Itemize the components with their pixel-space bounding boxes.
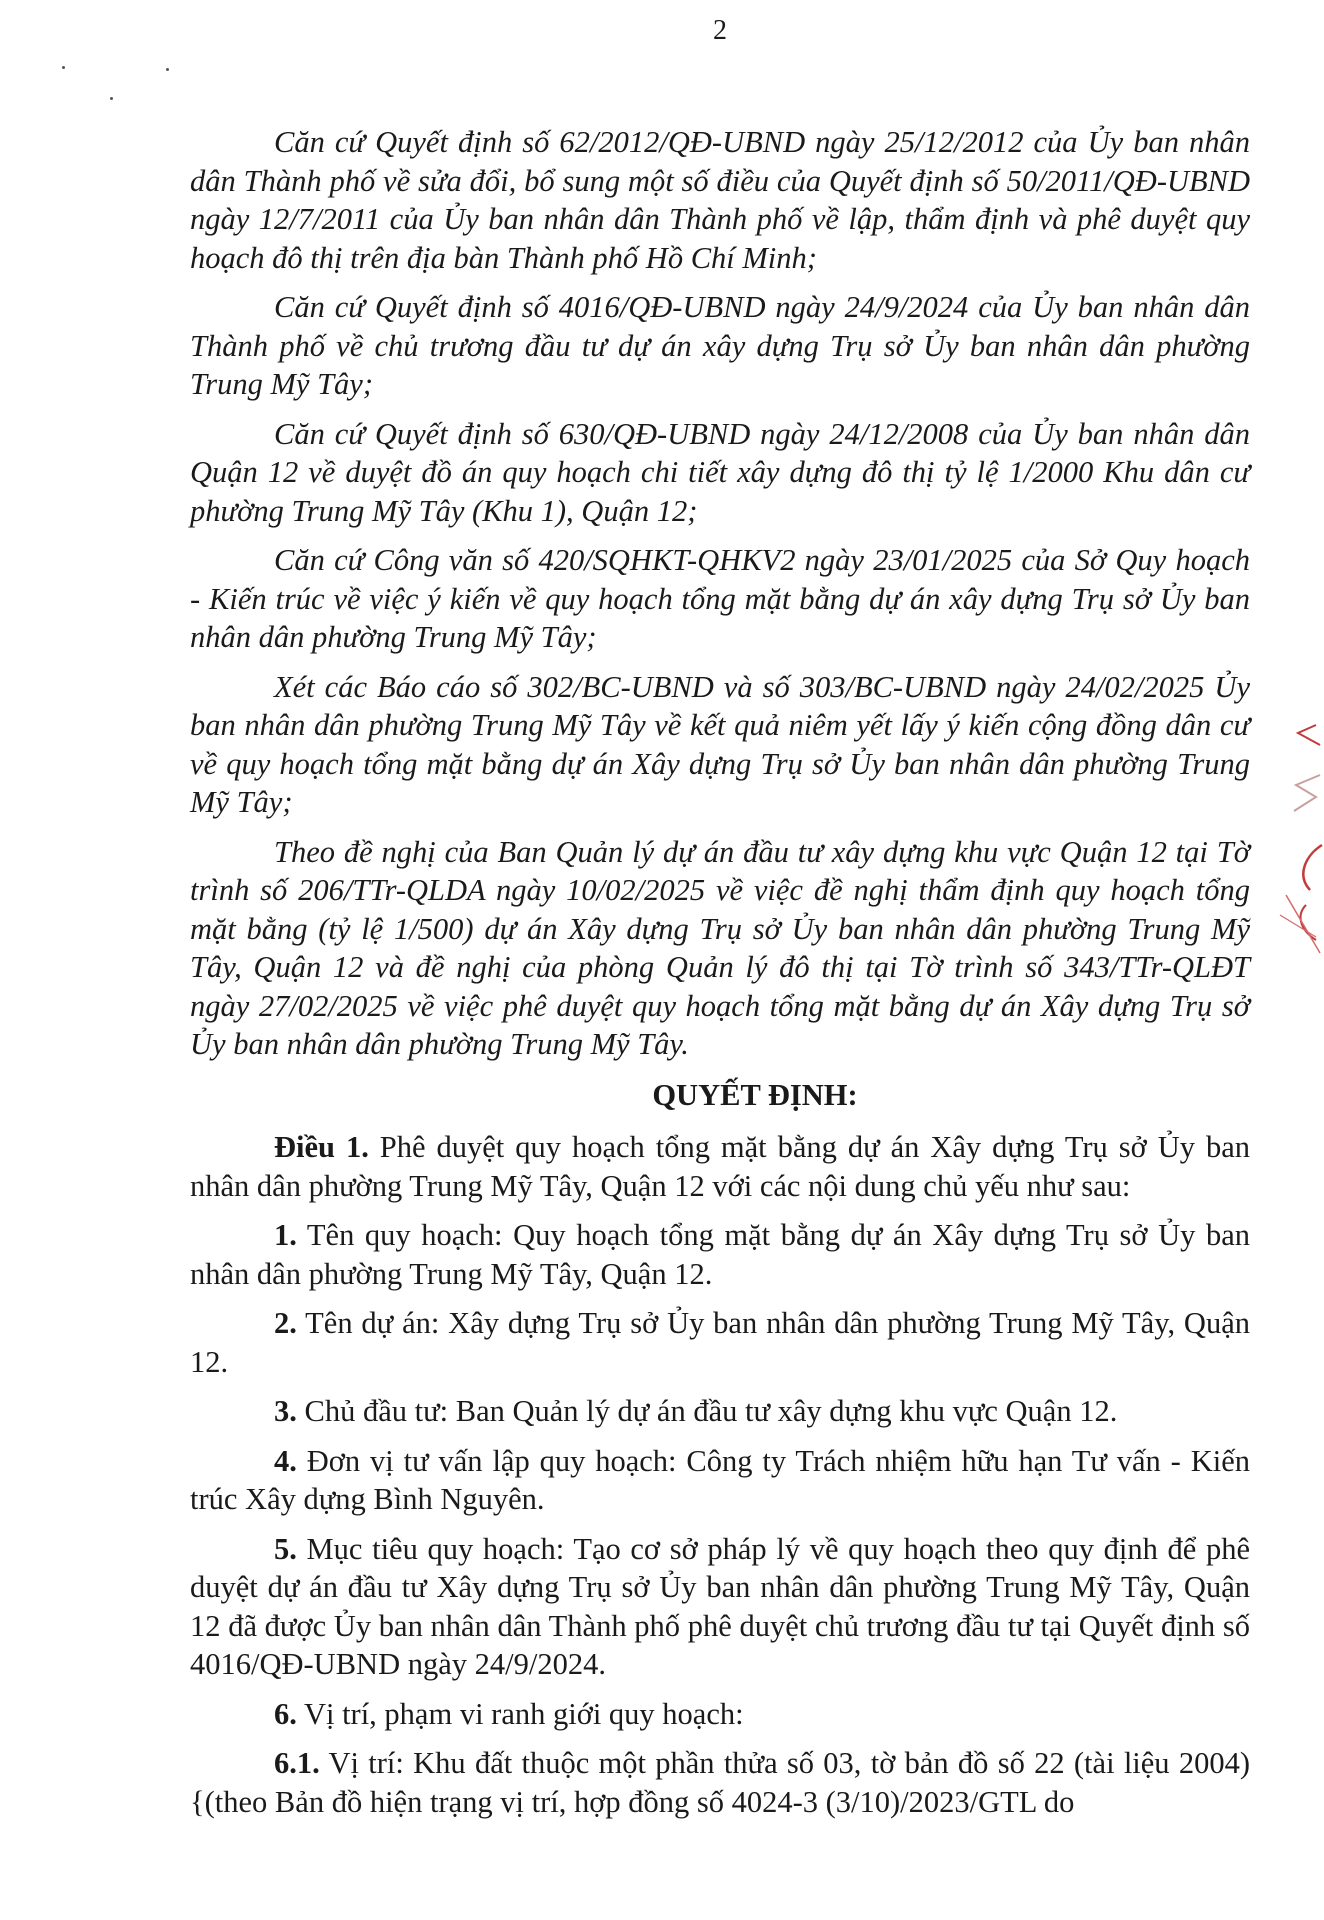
article-paragraph (190, 1304, 1250, 1381)
preamble-paragraph: Căn cứ Quyết định số 4016/QĐ-UBND ngày 24/9/2024 của Ủy ban nhân dân Thành phố về chủ trương đầu tư dự án xây dựng Trụ sở Ủy ban nhân dân phường Trung Mỹ Tây; (190, 290, 1250, 401)
article-label: Điều 1. (274, 1130, 369, 1164)
preamble-paragraph: Căn cứ Quyết định số 630/QĐ-UBND ngày 24/12/2008 của Ủy ban nhân dân Quận 12 về duyệt đồ án quy hoạch chi tiết xây dựng đô thị tỷ lệ 1/2000 Khu dân cư phường Trung Mỹ Tây (Khu 1), Quận 12; (190, 416, 1250, 528)
article-label: 1. (274, 1218, 297, 1252)
article-paragraph (190, 1442, 1250, 1519)
article-text: Chủ đầu tư: Ban Quản lý dự án đầu tư xây dựng khu vực Quận 12. (296, 1394, 1118, 1428)
page-number: 2 (713, 15, 727, 46)
scan-speck (62, 66, 65, 69)
article-label: 5. (274, 1531, 297, 1566)
scan-speck (166, 68, 169, 71)
article-text: Phê duyệt quy hoạch tổng mặt bằng dự án Xây dựng Trụ sở Ủy ban nhân dân phường Trung Mỹ Tây, Quận 12 với các nội dung chủ yếu như sau: (190, 1130, 1250, 1203)
article-paragraph (190, 1530, 1250, 1684)
article-text: Tên dự án: Xây dựng Trụ sở Ủy ban nhân dân phường Trung Mỹ Tây, Quận 12. (190, 1306, 1250, 1379)
document-body (190, 123, 1250, 1832)
article-paragraph (190, 1744, 1250, 1821)
article-label: 6.1. (274, 1746, 320, 1780)
article-text: Mục tiêu quy hoạch: Tạo cơ sở pháp lý về quy hoạch theo quy định để phê duyệt dự án đầu tư Xây dựng Trụ sở Ủy ban nhân dân phường Trung Mỹ Tây, Quận 12 đã được Ủy ban nhân dân Thành phố phê duyệt chủ trương đầu tư tại Quyết định số 4016/QĐ-UBND ngày 24/9/2024. (190, 1531, 1250, 1681)
preamble-paragraph: Xét các Báo cáo số 302/BC-UBND và số 303/BC-UBND ngày 24/02/2025 Ủy ban nhân dân phường Trung Mỹ Tây về kết quả niêm yết lấy ý kiến cộng đồng dân cư về quy hoạch tổng mặt bằng dự án Xây dựng Trụ sở Ủy ban nhân dân phường Trung Mỹ Tây; (190, 669, 1250, 819)
article-label: 3. (274, 1394, 297, 1428)
article-label: 6. (274, 1696, 297, 1731)
article-text: Vị trí: Khu đất thuộc một phần thửa số 03, tờ bản đồ số 22 (tài liệu 2004) {(theo Bản đồ hiện trạng vị trí, hợp đồng số 4024-3 (3/10)/2023/GTL do (190, 1746, 1250, 1819)
article-text: Vị trí, phạm vi ranh giới quy hoạch: (296, 1696, 744, 1731)
article-label: 2. (274, 1306, 297, 1340)
seal-stamp-fragment (1276, 715, 1324, 955)
article-paragraph (190, 1392, 1250, 1431)
article-paragraph (190, 1695, 1250, 1734)
article-text: Tên quy hoạch: Quy hoạch tổng mặt bằng dự án Xây dựng Trụ sở Ủy ban nhân dân phường Trung Mỹ Tây, Quận 12. (190, 1218, 1250, 1291)
article-label: 4. (274, 1443, 297, 1478)
preamble-paragraph: Theo đề nghị của Ban Quản lý dự án đầu tư xây dựng khu vực Quận 12 tại Tờ trình số 206/TTr-QLDA ngày 10/02/2025 về việc đề nghị thẩm định quy hoạch tổng mặt bằng (tỷ lệ 1/500) dự án Xây dựng Trụ sở Ủy ban nhân dân phường Trung Mỹ Tây, Quận 12 và đề nghị của phòng Quản lý đô thị tại Tờ trình số 343/TTr-QLĐT ngày 27/02/2025 về việc phê duyệt quy hoạch tổng mặt bằng dự án Xây dựng Trụ sở Ủy ban nhân dân phường Trung Mỹ Tây. (190, 834, 1250, 1061)
preamble-paragraph: Căn cứ Quyết định số 62/2012/QĐ-UBND ngày 25/12/2012 của Ủy ban nhân dân Thành phố về sửa đổi, bổ sung một số điều của Quyết định số 50/2011/QĐ-UBND ngày 12/7/2011 của Ủy ban nhân dân Thành phố về lập, thẩm định và phê duyệt quy hoạch đô thị trên địa bàn Thành phố Hồ Chí Minh; (190, 125, 1250, 275)
article-text: Đơn vị tư vấn lập quy hoạch: Công ty Trách nhiệm hữu hạn Tư vấn - Kiến trúc Xây dựng Bình Nguyên. (190, 1443, 1250, 1516)
article-paragraph (190, 1216, 1250, 1293)
preamble-paragraph: Căn cứ Công văn số 420/SQHKT-QHKV2 ngày 23/01/2025 của Sở Quy hoạch - Kiến trúc về việc ý kiến về quy hoạch tổng mặt bằng dự án xây dựng Trụ sở Ủy ban nhân dân phường Trung Mỹ Tây; (190, 543, 1250, 654)
scan-speck (110, 97, 113, 100)
decision-heading: QUYẾT ĐỊNH: (652, 1077, 858, 1112)
article-paragraph (190, 1128, 1250, 1205)
